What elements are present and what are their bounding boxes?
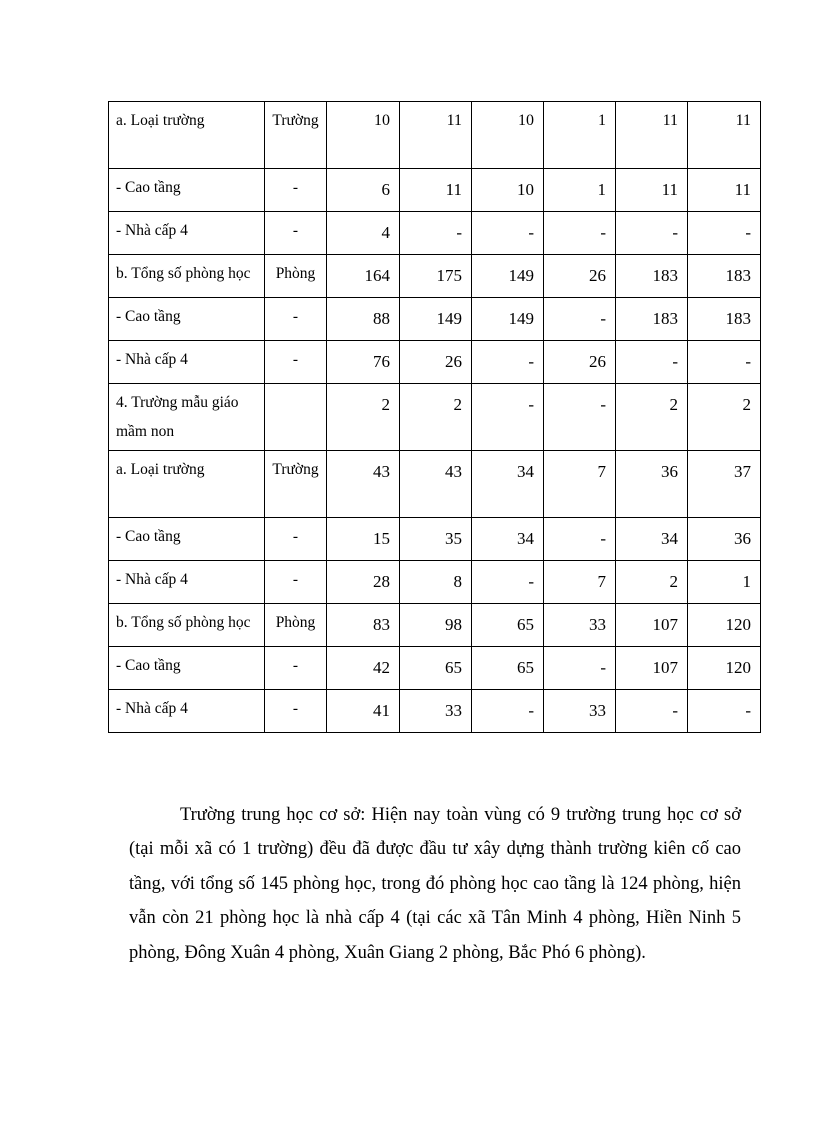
value-cell: 183: [616, 255, 688, 298]
row-unit: -: [265, 518, 327, 561]
row-unit: -: [265, 647, 327, 690]
value-cell: -: [544, 298, 616, 341]
body-paragraph: [129, 798, 741, 971]
value-cell: 11: [688, 169, 761, 212]
row-unit: Phòng: [265, 604, 327, 647]
value-cell: 1: [544, 102, 616, 169]
row-unit: Phòng: [265, 255, 327, 298]
table-row: [109, 341, 761, 384]
value-cell: -: [688, 690, 761, 733]
table-row: [109, 561, 761, 604]
row-label: b. Tổng số phòng học: [109, 255, 265, 298]
value-cell: 98: [400, 604, 472, 647]
table-row: [109, 169, 761, 212]
value-cell: 183: [616, 298, 688, 341]
value-cell: 2: [400, 384, 472, 451]
value-cell: -: [544, 384, 616, 451]
value-cell: 107: [616, 647, 688, 690]
value-cell: 164: [327, 255, 400, 298]
value-cell: 2: [327, 384, 400, 451]
value-cell: 36: [616, 451, 688, 518]
row-label: - Nhà cấp 4: [109, 561, 265, 604]
row-label: a. Loại trường: [109, 102, 265, 169]
value-cell: 34: [616, 518, 688, 561]
value-cell: 149: [472, 255, 544, 298]
value-cell: 37: [688, 451, 761, 518]
row-unit: -: [265, 169, 327, 212]
value-cell: 88: [327, 298, 400, 341]
value-cell: 36: [688, 518, 761, 561]
value-cell: 33: [544, 604, 616, 647]
value-cell: 10: [472, 102, 544, 169]
value-cell: 11: [616, 169, 688, 212]
value-cell: -: [544, 647, 616, 690]
table-row: [109, 647, 761, 690]
value-cell: 33: [544, 690, 616, 733]
value-cell: -: [544, 518, 616, 561]
value-cell: 34: [472, 518, 544, 561]
value-cell: 65: [400, 647, 472, 690]
table-row: [109, 451, 761, 518]
value-cell: -: [472, 384, 544, 451]
row-label: - Nhà cấp 4: [109, 212, 265, 255]
value-cell: -: [688, 212, 761, 255]
value-cell: 15: [327, 518, 400, 561]
value-cell: 120: [688, 647, 761, 690]
row-label: - Nhà cấp 4: [109, 341, 265, 384]
row-label: - Nhà cấp 4: [109, 690, 265, 733]
value-cell: 34: [472, 451, 544, 518]
value-cell: -: [688, 341, 761, 384]
value-cell: -: [472, 341, 544, 384]
value-cell: -: [472, 561, 544, 604]
value-cell: 6: [327, 169, 400, 212]
value-cell: 149: [400, 298, 472, 341]
value-cell: 183: [688, 255, 761, 298]
value-cell: 8: [400, 561, 472, 604]
statistics-table: [108, 101, 761, 733]
value-cell: 43: [400, 451, 472, 518]
row-unit: -: [265, 561, 327, 604]
value-cell: 41: [327, 690, 400, 733]
value-cell: 4: [327, 212, 400, 255]
row-unit: Trường: [265, 451, 327, 518]
value-cell: 26: [544, 341, 616, 384]
row-label: b. Tổng số phòng học: [109, 604, 265, 647]
value-cell: -: [544, 212, 616, 255]
value-cell: 1: [688, 561, 761, 604]
value-cell: -: [400, 212, 472, 255]
value-cell: 183: [688, 298, 761, 341]
value-cell: 2: [616, 561, 688, 604]
value-cell: 83: [327, 604, 400, 647]
value-cell: 35: [400, 518, 472, 561]
table-row: [109, 255, 761, 298]
table-row: [109, 604, 761, 647]
value-cell: -: [472, 212, 544, 255]
value-cell: 175: [400, 255, 472, 298]
value-cell: 149: [472, 298, 544, 341]
row-label: - Cao tầng: [109, 647, 265, 690]
table-row: [109, 384, 761, 451]
row-unit: Trường: [265, 102, 327, 169]
value-cell: 7: [544, 561, 616, 604]
value-cell: 42: [327, 647, 400, 690]
value-cell: -: [616, 212, 688, 255]
value-cell: 107: [616, 604, 688, 647]
value-cell: 26: [544, 255, 616, 298]
value-cell: -: [472, 690, 544, 733]
value-cell: 76: [327, 341, 400, 384]
value-cell: 11: [616, 102, 688, 169]
value-cell: 7: [544, 451, 616, 518]
table-row: [109, 298, 761, 341]
value-cell: -: [616, 690, 688, 733]
value-cell: 26: [400, 341, 472, 384]
value-cell: 11: [400, 102, 472, 169]
row-unit: -: [265, 212, 327, 255]
value-cell: 120: [688, 604, 761, 647]
row-label: - Cao tầng: [109, 518, 265, 561]
row-label: 4. Trường mẫu giáo mầm non: [109, 384, 265, 451]
row-unit: -: [265, 341, 327, 384]
table-row: [109, 212, 761, 255]
value-cell: 10: [472, 169, 544, 212]
value-cell: 43: [327, 451, 400, 518]
value-cell: 1: [544, 169, 616, 212]
row-unit: -: [265, 298, 327, 341]
value-cell: 65: [472, 604, 544, 647]
value-cell: 28: [327, 561, 400, 604]
value-cell: 33: [400, 690, 472, 733]
value-cell: -: [616, 341, 688, 384]
row-label: a. Loại trường: [109, 451, 265, 518]
value-cell: 11: [400, 169, 472, 212]
value-cell: 2: [688, 384, 761, 451]
value-cell: 11: [688, 102, 761, 169]
row-label: - Cao tầng: [109, 169, 265, 212]
value-cell: 10: [327, 102, 400, 169]
row-unit: [265, 384, 327, 451]
table-row: [109, 102, 761, 169]
value-cell: 2: [616, 384, 688, 451]
table-row: [109, 518, 761, 561]
value-cell: 65: [472, 647, 544, 690]
table-row: [109, 690, 761, 733]
table-body: [109, 102, 761, 733]
row-label: - Cao tầng: [109, 298, 265, 341]
row-unit: -: [265, 690, 327, 733]
paragraph-text: Trường trung học cơ sở: Hiện nay toàn vùng có 9 trường trung học cơ sở (tại mỗi xã có 1 trường) đều đã được đầu tư xây dựng thành trường kiên cố cao tầng, với tổng số 145 phòng học, trong đó phòng học cao tầng là 124 phòng, hiện vẫn còn 21 phòng học là nhà cấp 4 (tại các xã Tân Minh 4 phòng, Hiền Ninh 5 phòng, Đông Xuân 4 phòng, Xuân Giang 2 phòng, Bắc Phó 6 phòng).: [129, 804, 741, 963]
